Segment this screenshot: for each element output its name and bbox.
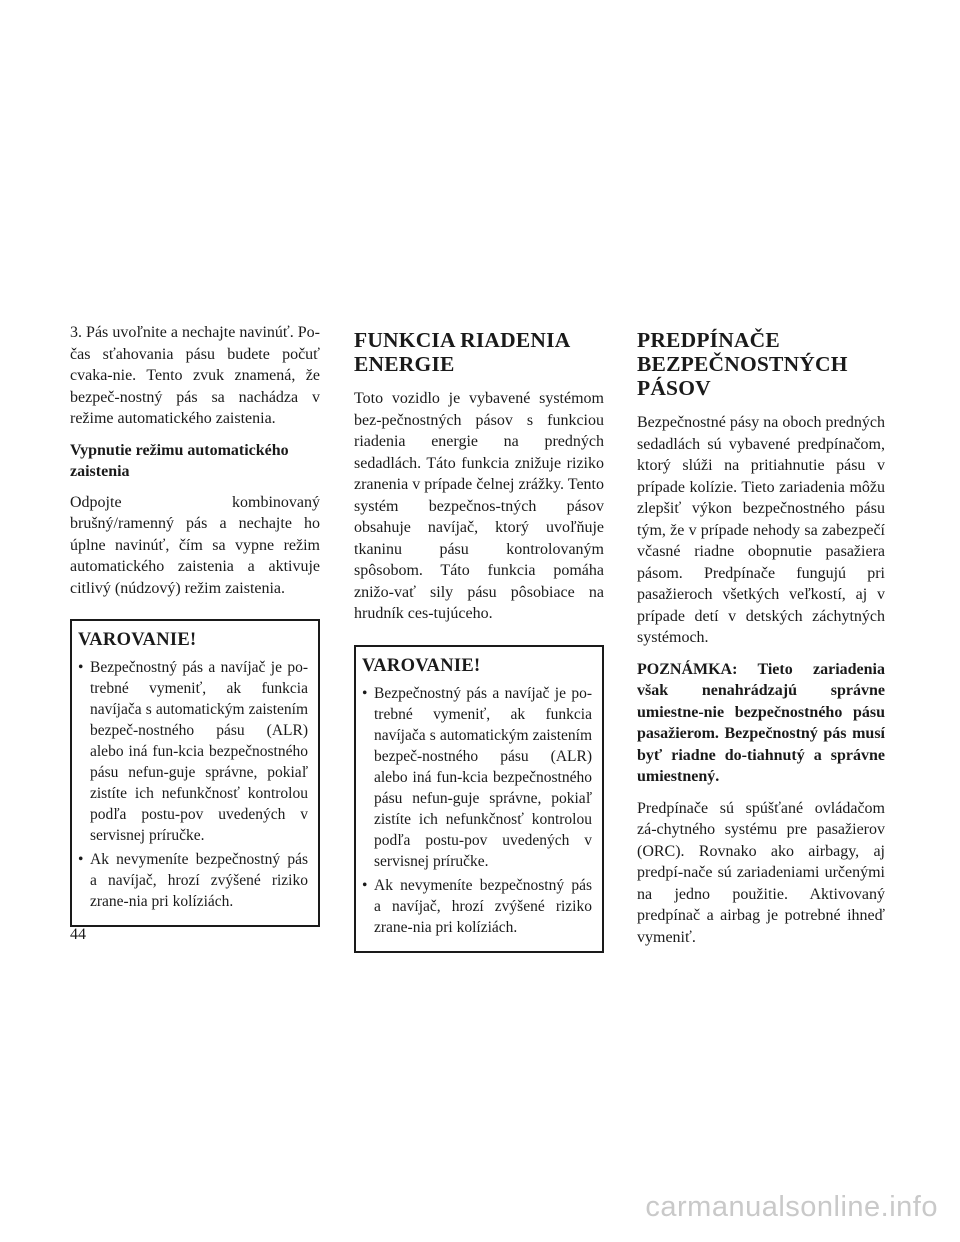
warning-title: VAROVANIE! [78, 630, 197, 650]
column-left [70, 322, 320, 927]
warning-item-text: Bezpečnostný pás a navíjač je po-trebné vymeniť, ak funkcia navíjača s automatickým zaistením bezpeč-nostného pásu (ALR) alebo iná fun-kcia bezpečnostného pásu nefun-guje správne, pokiaľ zistíte ich nefunkčnosť kontrolou podľa postu-pov uvedených v servisnej príručke. [90, 659, 308, 844]
warning-item [78, 657, 308, 846]
section-heading-energy-management: FUNKCIA RIADENIA ENERGIE [354, 328, 570, 376]
pretensioners-orc-paragraph: Predpínače sú spúšťané ovládačom zá-chytného systému pre pasažierov (ORC). Rovnako ako airbagy, aj predpí-nače sú zariadeniami určenými na jedno použitie. Aktivovaný predpínač a airbag je potrebné ihneď vymeniť. [637, 799, 885, 946]
warning-item-text: Bezpečnostný pás a navíjač je po-trebné vymeniť, ak funkcia navíjača s automatickým zaistením bezpeč-nostného pásu (ALR) alebo iná fun-kcia bezpečnostného pásu nefun-guje správne, pokiaľ zistíte ich nefunkčnosť kontrolou podľa postu-pov uvedených v servisnej príručke. [374, 684, 592, 870]
disable-auto-lock-paragraph: Odpojte kombinovaný brušný/ramenný pás a nechajte ho úplne navinúť, čím sa vypne režim automatického zaistenia a aktivuje citlivý (núdzový) režim zaistenia. [70, 493, 320, 597]
warning-list [78, 657, 308, 912]
bullet-icon: • [78, 851, 84, 868]
warning-item-text: Ak nevymeníte bezpečnostný pás a navíjač, hrozí zvýšené riziko zrane-nia pri kolíziách. [374, 876, 592, 936]
note-paragraph: POZNÁMKA: Tieto zariadenia však nenahrádzajú správne umiestne-nie bezpečnostného pásu pasažierom. Bezpečnostný pás musí byť riadne do-tiahnutý a správne umiestnený. [637, 660, 885, 785]
bullet-icon: • [362, 684, 368, 702]
warning-item [78, 849, 308, 912]
warning-item-text: Ak nevymeníte bezpečnostný pás a navíjač, hrozí zvýšené riziko zrane-nia pri kolíziách. [90, 851, 308, 910]
column-middle [354, 322, 604, 953]
warning-box [70, 619, 320, 927]
subheading-disable-auto-lock: Vypnutie režimu automatického zaistenia [70, 441, 289, 480]
bullet-icon: • [362, 876, 368, 894]
section-heading-pretensioners: PREDPÍNAČE BEZPEČNOSTNÝCH PÁSOV [637, 328, 848, 400]
column-right [637, 322, 885, 958]
watermark: carmanualsonline.info [645, 1191, 938, 1223]
warning-box [354, 645, 604, 953]
warning-item [362, 875, 592, 938]
warning-title: VAROVANIE! [362, 655, 481, 676]
step-3-paragraph: 3. Pás uvoľnite a nechajte navinúť. Po-čas sťahovania pásu budete počuť cvaka-nie. Tento zvuk znamená, že bezpeč-nostný pás sa nachádza v režime automatického zaistenia. [70, 324, 320, 427]
warning-list [362, 683, 592, 938]
bullet-icon: • [78, 659, 84, 676]
page-number: 44 [70, 926, 86, 943]
pretensioners-paragraph: Bezpečnostné pásy na oboch predných sedadlách sú vybavené predpínačom, ktorý slúži na pritiahnutie pásu v prípade kolízie. Tieto zariadenia môžu zlepšiť výkon bezpečnostného pásu tým, že v prípade nehody sa zabezpečí včasné riadne obopnutie pasažiera pásom. Predpínače fungujú pri pasažieroch všetkých veľkostí, aj v prípade detí v detských záchytných systémoch. [637, 414, 885, 646]
warning-item [362, 683, 592, 872]
energy-management-paragraph: Toto vozidlo je vybavené systémom bez-pečnostných pásov s funkciou riadenia energie na predných sedadlách. Táto funkcia znižuje riziko zranenia v prípade čelnej zrážky. Tento systém bezpečnos-tných pásov obsahuje navíjač, ktorý uvoľňuje tkaninu pásu kontrolovaným spôsobom. Táto funkcia pomáha znižo-vať sily pásu pôsobiace na hrudník ces-tujúceho. [354, 390, 604, 622]
